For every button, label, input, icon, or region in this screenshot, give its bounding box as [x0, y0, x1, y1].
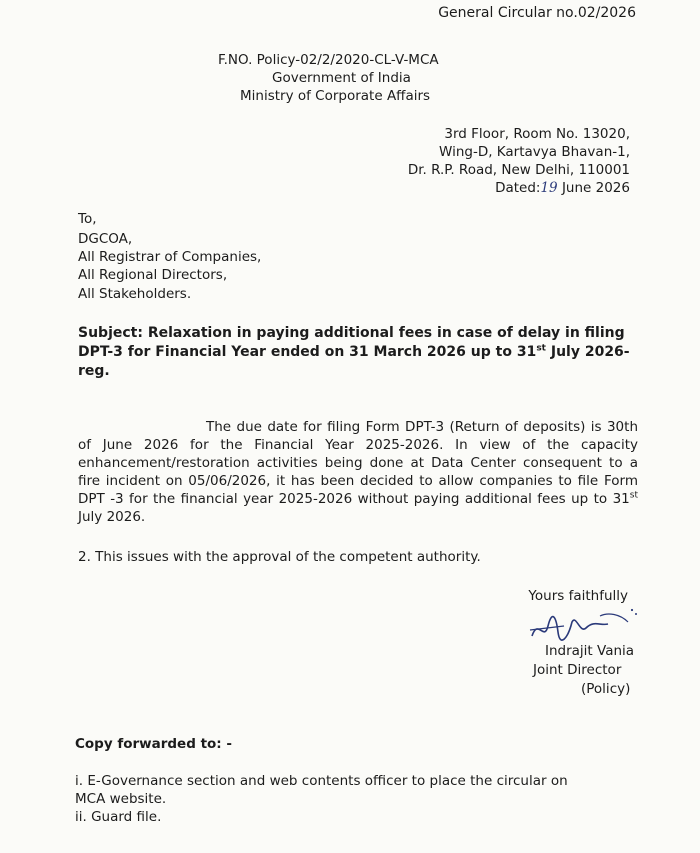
copy-item-1-cont: MCA website.	[75, 791, 167, 807]
body-paragraph-2: 2. This issues with the approval of the competent authority.	[78, 549, 481, 565]
dated-day-handwritten: 19	[540, 180, 558, 196]
recipient-item: All Stakeholders.	[78, 286, 192, 302]
government-name: Government of India	[272, 70, 411, 86]
address-line-3: Dr. R.P. Road, New Delhi, 110001	[407, 162, 630, 178]
para1-tail: July 2026.	[78, 509, 146, 525]
handwritten-signature	[528, 608, 638, 648]
file-number: F.NO. Policy-02/2/2020-CL-V-MCA	[218, 52, 439, 68]
copy-forwarded-heading: Copy forwarded to: -	[75, 736, 233, 752]
signatory-department: (Policy)	[581, 681, 631, 697]
dated-label: Dated:	[495, 180, 541, 196]
address-line-1: 3rd Floor, Room No. 13020,	[444, 126, 630, 142]
address-line-2: Wing-D, Kartavya Bhavan-1,	[439, 144, 630, 160]
para1-main: The due date for filing Form DPT-3 (Return of deposits) is 30th of June 2026 for the Financial Year 2025-2026. In view of the capacity enhancement/restoration activities being done at Data Center consequent to a fire incident on 05/06/2026, it has been decided to allow companies to file Form DPT -3 for the financial year 2025-2026 without paying additional fees up to 31	[78, 419, 638, 507]
signatory-designation: Joint Director	[533, 662, 622, 678]
circular-number: General Circular no.02/2026	[438, 5, 636, 21]
dated-month-year: June 2026	[561, 180, 630, 196]
ministry-name: Ministry of Corporate Affairs	[240, 88, 431, 104]
recipient-item: All Regional Directors,	[78, 267, 228, 283]
recipient-item: DGCOA,	[78, 231, 133, 247]
subject-sup: st	[536, 343, 546, 354]
subject-tail: July 2026-reg.	[78, 344, 630, 379]
copy-item-2: ii. Guard file.	[75, 809, 162, 825]
copy-item-1: i. E-Governance section and web contents officer to place the circular on	[75, 773, 568, 789]
recipients-to: To,	[78, 211, 97, 227]
dated-line	[495, 180, 630, 197]
subject-text: Subject: Relaxation in paying additional fees in case of delay in filing DPT-3 for Financial Year ended on 31 March 2026 up to 31	[78, 325, 625, 360]
recipient-item: All Registrar of Companies,	[78, 249, 262, 265]
body-paragraph-1	[78, 418, 638, 526]
closing: Yours faithfully	[528, 588, 628, 604]
subject	[78, 324, 638, 381]
signatory-name: Indrajit Vania	[545, 643, 635, 659]
para1-sup: st	[629, 490, 638, 501]
